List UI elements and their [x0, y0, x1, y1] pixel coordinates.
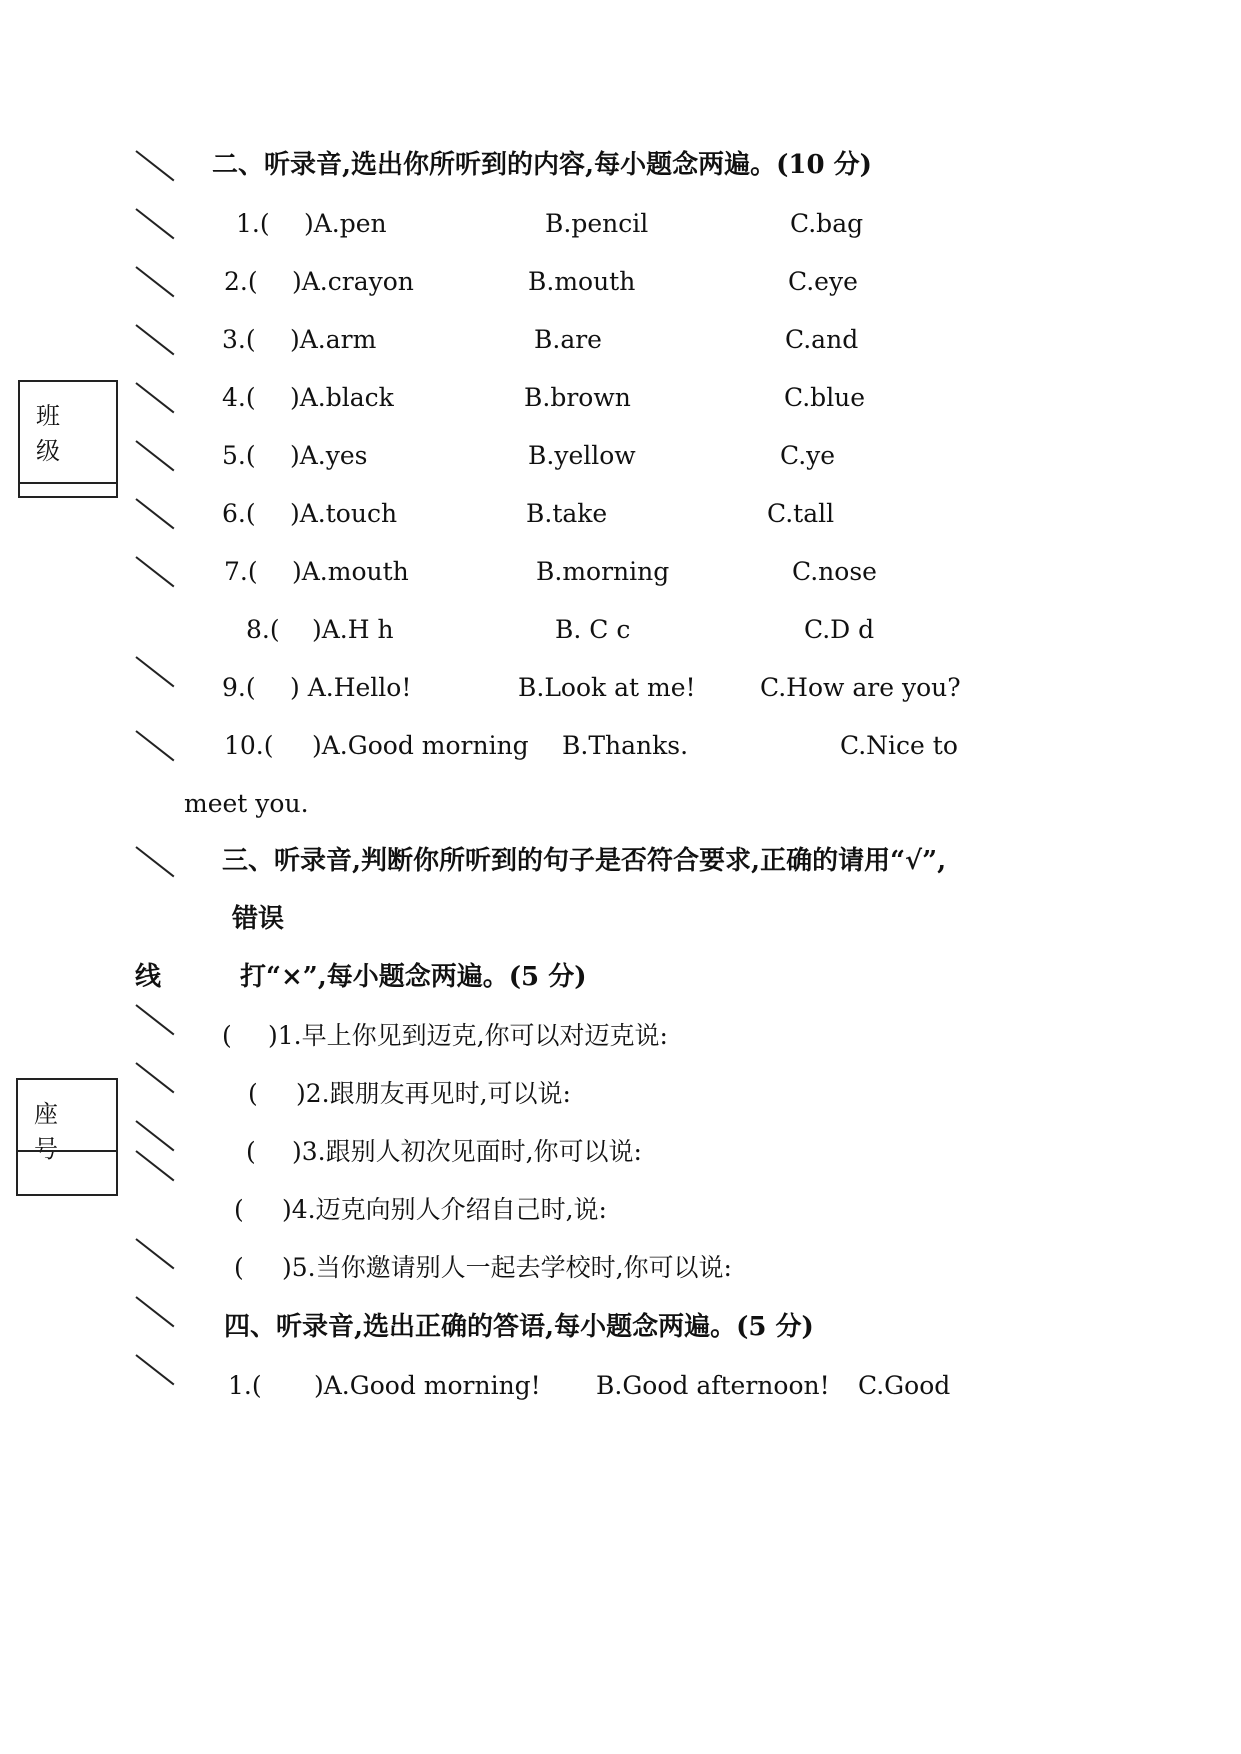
option-a: )A.crayon: [292, 267, 414, 296]
option-c: C.nose: [792, 557, 877, 586]
option-c: C.Nice to: [840, 731, 958, 760]
binding-slash: [135, 1150, 174, 1181]
binding-slash: [135, 1004, 174, 1035]
option-a: )A.Good morning!: [314, 1371, 541, 1400]
option-b: B.take: [526, 499, 608, 528]
question-number: 7.(: [224, 557, 258, 586]
option-a: )A.touch: [290, 499, 398, 528]
binding-slash: [135, 1062, 174, 1093]
option-c: C.blue: [784, 383, 866, 412]
question-number: 6.(: [222, 499, 256, 528]
judge-text: )5.当你邀请别人一起去学校时,你可以说:: [282, 1253, 732, 1282]
option-a: )A.arm: [290, 325, 377, 354]
question-number: 9.(: [222, 673, 256, 702]
option-a: )A.pen: [304, 209, 387, 238]
seat-box-divider: [18, 1150, 116, 1152]
binding-slash: [135, 1354, 174, 1385]
question-number: 5.(: [222, 441, 256, 470]
question-number: 1.(: [228, 1371, 262, 1400]
class-box-divider: [20, 482, 116, 484]
question-number: 8.(: [246, 615, 280, 644]
option-a: )A.H h: [312, 615, 394, 644]
option-b: B.are: [534, 325, 602, 354]
option-b: B.pencil: [545, 209, 649, 238]
option-b: B.mouth: [528, 267, 636, 296]
binding-slash: [135, 556, 174, 587]
section3-heading-line3: 打“×”,每小题念两遍。(5 分): [240, 962, 587, 992]
binding-slash: [135, 1296, 174, 1327]
option-a: ) A.Hello!: [290, 673, 412, 702]
binding-slash: [135, 1238, 174, 1269]
answer-paren: (: [246, 1137, 256, 1166]
binding-slash: [135, 498, 174, 529]
binding-line-marker: 线: [135, 962, 162, 992]
option-b: B. C c: [555, 615, 631, 644]
section3-heading-line2: 错误: [232, 904, 285, 934]
judge-text: )4.迈克向别人介绍自己时,说:: [282, 1195, 607, 1224]
answer-paren: (: [248, 1079, 258, 1108]
judge-text: )2.跟朋友再见时,可以说:: [296, 1079, 571, 1108]
binding-slash: [135, 1120, 174, 1151]
option-b: B.Thanks.: [562, 731, 689, 760]
question-number: 2.(: [224, 267, 258, 296]
answer-paren: (: [234, 1253, 244, 1282]
option-c: C.How are you?: [760, 673, 961, 702]
seat-box: [16, 1078, 118, 1196]
answer-paren: (: [222, 1021, 232, 1050]
option-b: B.brown: [524, 383, 631, 412]
question-number: 4.(: [222, 383, 256, 412]
judge-text: )3.跟别人初次见面时,你可以说:: [292, 1137, 642, 1166]
section2-heading: 二、听录音,选出你所听到的内容,每小题念两遍。(10 分): [212, 150, 872, 180]
section3-heading-line1: 三、听录音,判断你所听到的句子是否符合要求,正确的请用“√”,: [222, 846, 947, 876]
option-b: B.morning: [536, 557, 670, 586]
option-a: )A.mouth: [292, 557, 409, 586]
answer-paren: (: [234, 1195, 244, 1224]
option-c: C.D d: [804, 615, 875, 644]
class-box: [18, 380, 118, 498]
option-a: )A.black: [290, 383, 394, 412]
question-number: 10.(: [224, 731, 274, 760]
option-c: C.and: [785, 325, 859, 354]
binding-slash: [135, 846, 174, 877]
section4-heading: 四、听录音,选出正确的答语,每小题念两遍。(5 分): [224, 1312, 814, 1342]
option-c: C.ye: [780, 441, 836, 470]
question-number: 1.(: [236, 209, 270, 238]
binding-slash: [135, 730, 174, 761]
seat-label: 座 号: [34, 1100, 76, 1163]
binding-slash: [135, 266, 174, 297]
option-c: C.eye: [788, 267, 858, 296]
option-c: C.bag: [790, 209, 864, 238]
option-a: )A.Good morning: [312, 731, 529, 760]
option-b: B.yellow: [528, 441, 636, 470]
option-b: B.Look at me!: [518, 673, 696, 702]
binding-slash: [135, 382, 174, 413]
binding-slash: [135, 656, 174, 687]
class-label: 班 级: [36, 402, 78, 465]
option-a: )A.yes: [290, 441, 368, 470]
binding-slash: [135, 150, 174, 181]
judge-text: )1.早上你见到迈克,你可以对迈克说:: [268, 1021, 668, 1050]
option-c: C.tall: [767, 499, 835, 528]
question-continuation: meet you.: [184, 789, 309, 818]
binding-slash: [135, 324, 174, 355]
question-number: 3.(: [222, 325, 256, 354]
option-c: C.Good: [858, 1371, 951, 1400]
option-b: B.Good afternoon!: [596, 1371, 830, 1400]
binding-slash: [135, 208, 174, 239]
binding-slash: [135, 440, 174, 471]
